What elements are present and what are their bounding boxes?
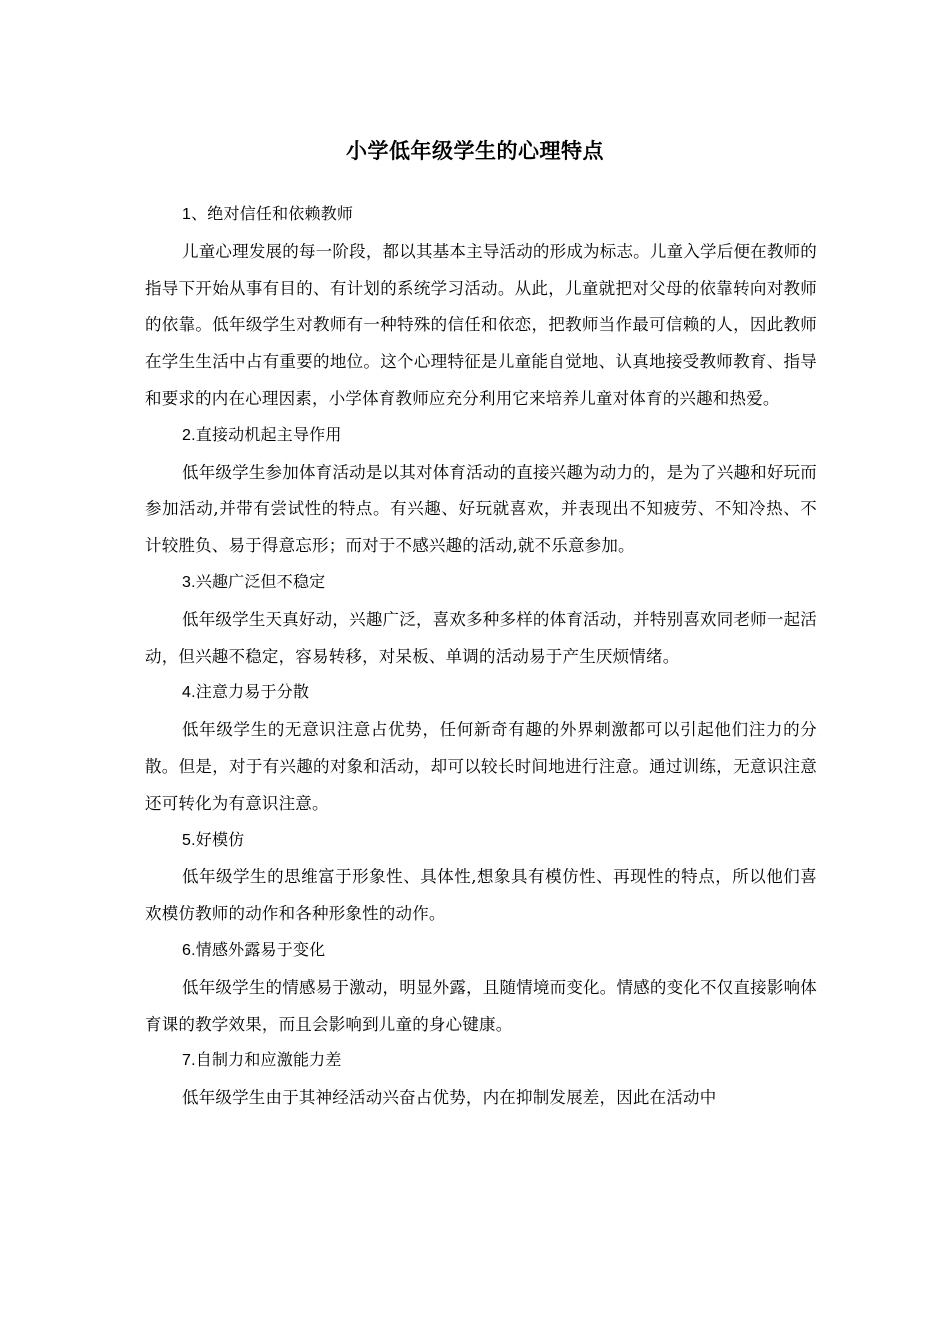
body-paragraph: 低年级学生的思维富于形象性、具体性,想象具有模仿性、再现性的特点，所以他们喜欢模仿教师的动作和各种形象性的动作。: [145, 867, 817, 924]
section-heading: 6.情感外露易于变化: [182, 941, 326, 959]
section-heading: 4.注意力易于分散: [182, 684, 310, 702]
body-paragraph: 低年级学生由于其神经活动兴奋占优势，内在抑制发展差，因此在活动中: [182, 1088, 717, 1108]
body-paragraph: 儿童心理发展的每一阶段，都以其基本主导活动的形成为标志。儿童入学后便在教师的指导下开始从事有目的、有计划的系统学习活动。从此，儿童就把对父母的依靠转向对教师的依靠。低年级学生对教师有一种特殊的信任和依恋，把教师当作最可信赖的人，因此教师在学生生活中占有重要的地位。这个心理特征是儿童能自觉地、认真地接受教师教育、指导和要求的内在心理因素，小学体育教师应充分利用它来培养儿童对体育的兴趣和热爱。: [145, 241, 817, 408]
body-paragraph: 低年级学生的无意识注意占优势，任何新奇有趣的外界刺激都可以引起他们注力的分散。但是，对于有兴趣的对象和活动，却可以较长时间地进行注意。通过训练，无意识注意还可转化为有意识注意。: [145, 720, 817, 813]
document-body: [145, 197, 817, 1117]
section-heading: 5.好模仿: [182, 831, 245, 849]
section-heading: 2.直接动机起主导作用: [182, 426, 342, 444]
document-title: 小学低年级学生的心理特点: [346, 138, 604, 163]
body-paragraph: 低年级学生的情感易于激动，明显外露，且随情境而变化。情感的变化不仅直接影响体育课的教学效果，而且会影响到儿童的身心键康。: [145, 977, 817, 1034]
body-paragraph: 低年级学生天真好动，兴趣广泛，喜欢多种多样的体育活动，并特别喜欢同老师一起活动，但兴趣不稳定，容易转移，对呆板、单调的活动易于产生厌烦情绪。: [145, 609, 817, 666]
section-heading: 7.自制力和应激能力差: [182, 1052, 342, 1070]
section-heading: 1、绝对信任和依赖教师: [182, 206, 354, 223]
section-heading: 3.兴趣广泛但不稳定: [182, 573, 326, 591]
body-paragraph: 低年级学生参加体育活动是以其对体育活动的直接兴趣为动力的，是为了兴趣和好玩而参加活动,并带有尝试性的特点。有兴趣、好玩就喜欢，并表现出不知疲劳、不知冷热、不计较胜负、易于得意忘形；而对于不感兴趣的活动,就不乐意参加。: [145, 462, 817, 556]
